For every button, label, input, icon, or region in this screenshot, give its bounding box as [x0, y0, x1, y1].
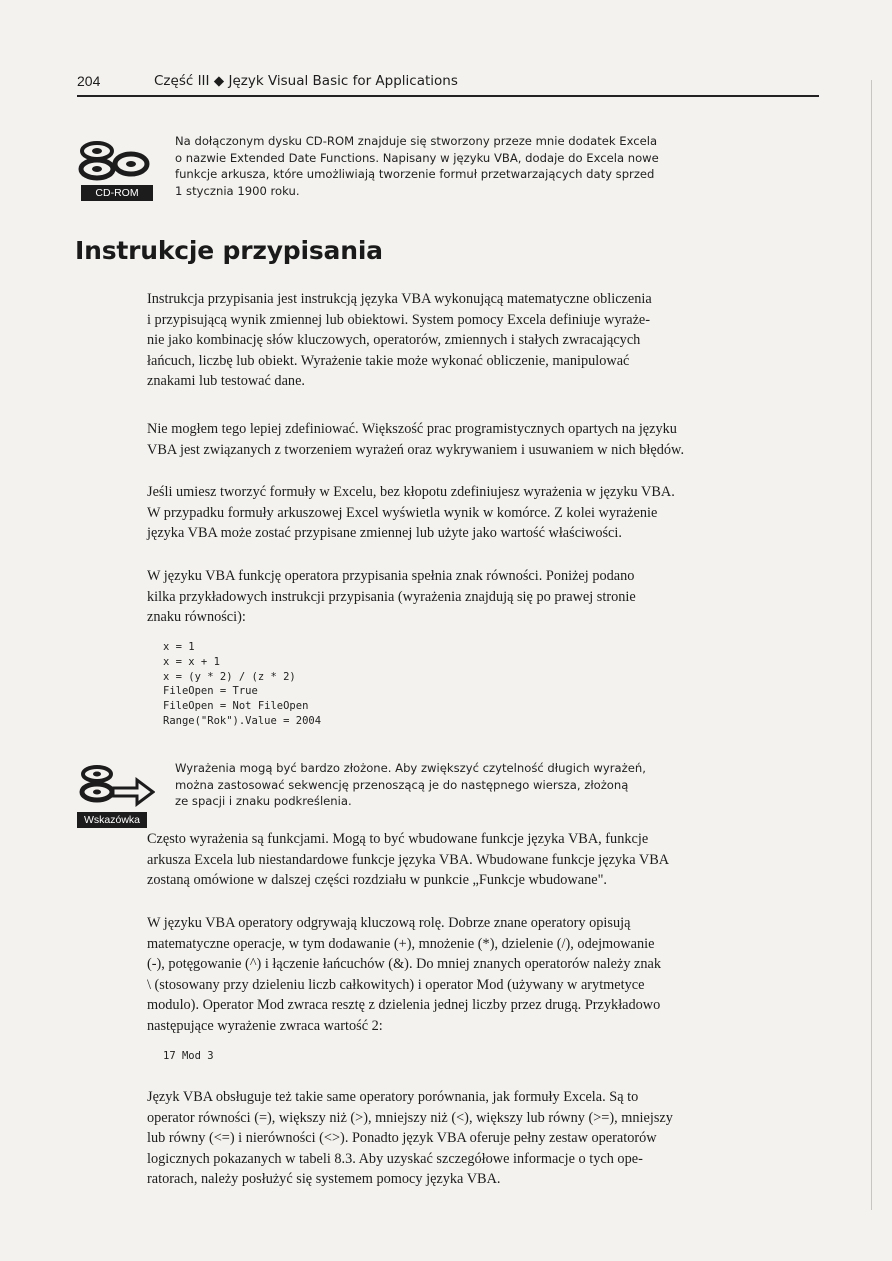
text-line: matematyczne operacje, w tym dodawanie (+), mnożenie (*), dzielenie (/), odejmowanie: [147, 935, 655, 952]
text-line: operator równości (=), większy niż (>), mniejszy niż (<), większy lub równy (>=), mniejszy: [147, 1109, 673, 1126]
page-edge-line: [871, 80, 872, 1210]
text-line: zostaną omówione w dalszej części rozdziału w punkcie „Funkcje wbudowane".: [147, 872, 607, 888]
paragraph: [147, 482, 819, 544]
text-line: Nie mogłem tego lepiej zdefiniować. Większość prac programistycznych opartych na języku: [147, 421, 677, 437]
text-line: \ (stosowany przy dzieleniu liczb całkowitych) i operator Mod (używany w arytmetyce: [147, 976, 645, 993]
text-line: znaku równości):: [147, 609, 246, 625]
text-line: ratorach, należy posłużyć się systemem pomocy języka VBA.: [147, 1171, 501, 1187]
text-line: znakami lub testować dane.: [147, 373, 305, 389]
text-line: kilka przykładowych instrukcji przypisania (wyrażenia znajdują się po prawej stronie: [147, 588, 636, 605]
note-line: można zastosować sekwencję przenoszącą je do następnego wiersza, złożoną: [175, 777, 629, 792]
tip-note: [175, 760, 646, 810]
note-line: Na dołączonym dysku CD-ROM znajduje się stworzony przeze mnie dodatek Excela: [175, 134, 658, 148]
text-line: Często wyrażenia są funkcjami. Mogą to być wbudowane funkcje języka VBA, funkcje: [147, 831, 649, 847]
paragraph: [147, 829, 819, 891]
text-line: logicznych pokazanych w tabeli 8.3. Aby uzyskać szczegółowe informacje o tych ope-: [147, 1150, 643, 1167]
running-title: Część III ◆ Język Visual Basic for Applications: [154, 73, 458, 89]
note-line: o nazwie Extended Date Functions. Napisany w języku VBA, dodaje do Excela nowe: [175, 150, 659, 165]
code-line: 17 Mod 3: [163, 1050, 214, 1062]
section-title: Instrukcje przypisania: [75, 236, 383, 265]
text-line: nie jako kombinację słów kluczowych, operatorów, zmiennych i stałych zwracających: [147, 332, 641, 348]
text-line: W języku VBA funkcję operatora przypisania spełnia znak równości. Poniżej podano: [147, 568, 635, 584]
text-line: modulo). Operator Mod zwraca resztę z dzielenia jednej liczby przez drugą. Przykładowo: [147, 997, 661, 1013]
cdrom-note: [175, 133, 659, 199]
code-example-mod: [163, 1049, 214, 1064]
page-number: 204: [77, 73, 101, 89]
text-line: następujące wyrażenie zwraca wartość 2:: [147, 1017, 383, 1034]
text-line: i przypisującą wynik zmiennej lub obiektowi. System pomocy Excela definiuje wyraże-: [147, 311, 651, 328]
note-line: 1 stycznia 1900 roku.: [175, 183, 300, 198]
running-header: [77, 73, 819, 97]
text-line: W języku VBA operatory odgrywają kluczową rolę. Dobrze znane operatory opisują: [147, 915, 631, 931]
header-rule: [77, 95, 819, 97]
paragraph: [147, 419, 819, 460]
note-line: ze spacji i znaku podkreślenia.: [175, 794, 352, 808]
paragraph: [147, 1087, 819, 1190]
text-line: Język VBA obsługuje też takie same operatory porównania, jak formuły Excela. Są to: [147, 1089, 639, 1105]
text-line: (-), potęgowanie (^) i łączenie łańcuchów (&). Do mniej znanych operatorów należy znak: [147, 956, 662, 972]
paragraph: [147, 913, 819, 1036]
code-line: FileOpen = Not FileOpen: [163, 700, 309, 713]
text-line: Instrukcja przypisania jest instrukcją języka VBA wykonującą matematyczne obliczenia: [147, 291, 652, 307]
code-line: Range("Rok").Value = 2004: [163, 714, 322, 727]
text-line: arkusza Excela lub niestandardowe funkcje języka VBA. Wbudowane funkcje języka VBA: [147, 851, 670, 868]
cdrom-icon: [77, 133, 155, 201]
text-line: W przypadku formuły arkuszowej Excel wyświetla wynik w komórce. Z kolei wyrażenie: [147, 504, 658, 521]
text-line: lub równy (<=) i nierówności (<>). Ponadto język VBA oferuje pełny zestaw operatorów: [147, 1130, 657, 1146]
paragraph: [147, 566, 819, 628]
cdrom-icon-label: CD-ROM: [81, 185, 153, 201]
code-line: FileOpen = True: [163, 685, 258, 698]
note-line: Wyrażenia mogą być bardzo złożone. Aby zwiększyć czytelność długich wyrażeń,: [175, 761, 646, 775]
text-line: języka VBA może zostać przypisane zmiennej lub użyte jako wartość właściwości.: [147, 525, 622, 541]
tip-icon-label: Wskazówka: [77, 812, 147, 828]
text-line: VBA jest związanych z tworzeniem wyrażeń oraz wykrywaniem i usuwaniem w nich błędów.: [147, 441, 685, 458]
code-example: [163, 640, 321, 729]
code-line: x = x + 1: [163, 655, 220, 668]
text-line: łańcuch, liczbę lub obiekt. Wyrażenie takie może wykonać obliczenie, manipulować: [147, 352, 630, 369]
text-line: Jeśli umiesz tworzyć formuły w Excelu, bez kłopotu zdefiniujesz wyrażenia w języku VBA.: [147, 484, 675, 500]
paragraph: [147, 289, 819, 392]
code-line: x = 1: [163, 641, 195, 653]
tip-icon: [77, 760, 155, 828]
note-line: funkcje arkusza, które umożliwiają tworzenie formuł przetwarzających daty sprzed: [175, 167, 655, 181]
code-line: x = (y * 2) / (z * 2): [163, 670, 296, 683]
